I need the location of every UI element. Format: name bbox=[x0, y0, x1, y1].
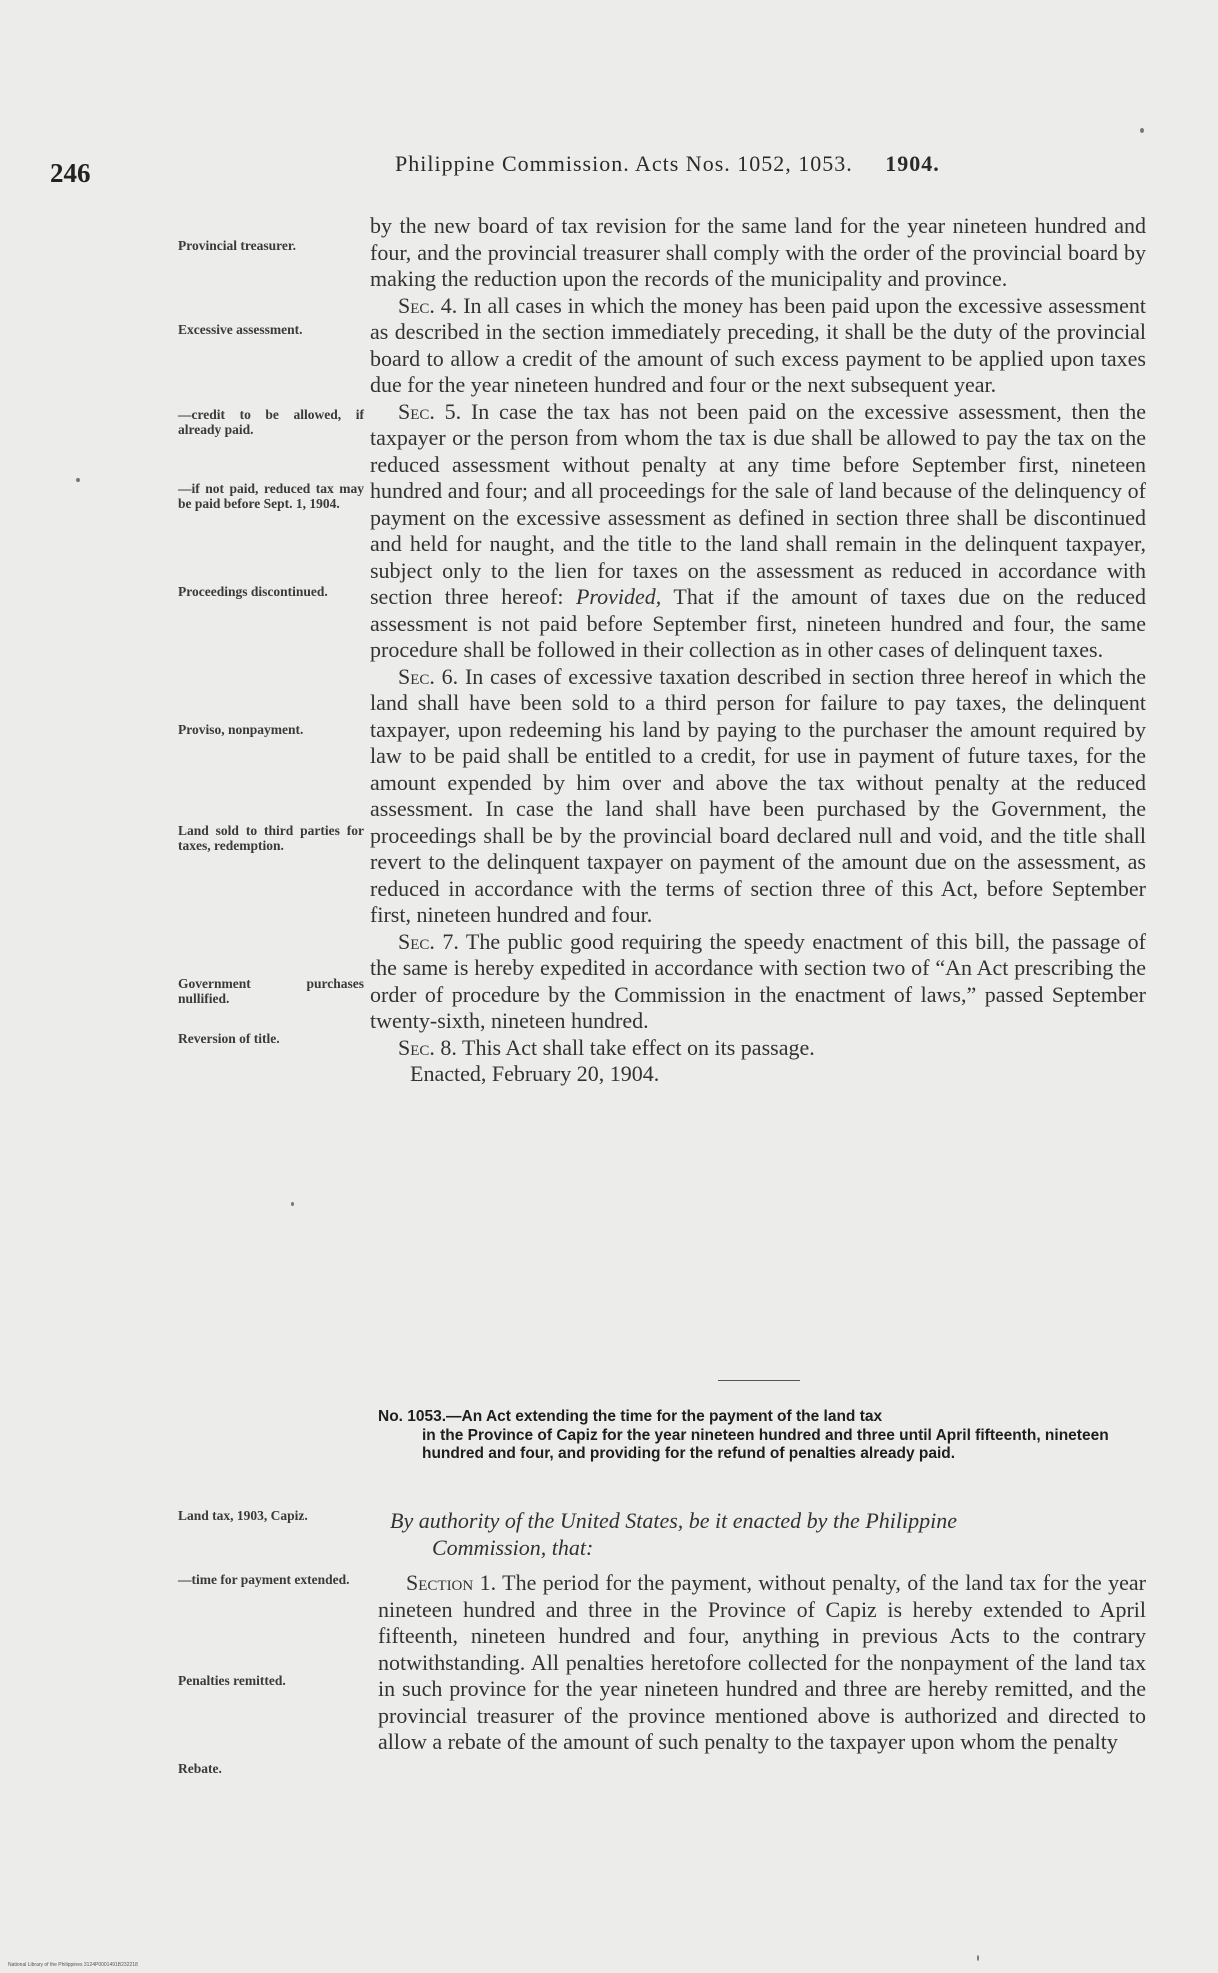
enacting-clause-line-2: Commission, that: bbox=[432, 1534, 594, 1560]
section-6-label: Sec. 6. bbox=[398, 663, 459, 689]
margin-note-penalties-remitted: Penalties remitted. bbox=[178, 1673, 286, 1688]
section-5-text: In case the tax has not been paid on the excessive assessment, then the taxpayer or the person from whom the tax is due shall be allowed to pay the tax on the reduced assessment without penalty at any time before September first, nineteen hundred and four; and all proceedings for the sale of land because of the delinquency of payment on the excessive assessment as defined in section three shall be discontinued and held for naught, and the title to the land shall remain in the delinquent taxpayer, subject only to the lien for taxes on the assessment as reduced in accordance with section three hereof: bbox=[370, 398, 1146, 609]
running-head-title: Philippine Commission. Acts Nos. 1052, 1053. bbox=[395, 151, 853, 176]
section-4-label: Sec. 4. bbox=[398, 292, 458, 318]
margin-note-rebate: Rebate. bbox=[178, 1761, 222, 1776]
section-4-text: In all cases in which the money has been paid upon the excessive assessment as described in the section immediately preceding, it shall be the duty of the provincial board to allow a credit of the amount of such excess payment to be applied upon taxes due for the year nineteen hundred and four or the next subsequent year. bbox=[370, 292, 1147, 397]
margin-note-government-purchases: Government purchases nullified. bbox=[178, 976, 364, 1006]
margin-note-proceedings-discontinued: Proceedings discontinued. bbox=[178, 584, 328, 599]
section-8-text: This Act shall take effect on its passage. bbox=[456, 1034, 815, 1060]
enacted-date: Enacted, February 20, 1904. bbox=[410, 1061, 660, 1086]
section-5 bbox=[370, 399, 1146, 664]
enacting-clause bbox=[390, 1508, 1146, 1561]
library-stamp: National Library of the Philippines 3124P0001491B232218 bbox=[8, 1962, 138, 1968]
margin-note-excessive-assessment: Excessive assessment. bbox=[178, 322, 303, 337]
act-1053-body bbox=[378, 1570, 1146, 1756]
act-1053-heading-rest: in the Province of Capiz for the year nineteen hundred and three until April fifteenth, nineteen hundred and four, and providing for the refund of penalties already paid. bbox=[422, 1426, 1109, 1463]
section-7-text: The public good requiring the speedy enactment of this bill, the passage of the same is hereby expedited in accordance with section two of “An Act prescribing the order of procedure by the Commission in the enactment of laws,” passed September twenty-sixth, nineteen hundred. bbox=[370, 928, 1147, 1033]
section-6-text: In cases of excessive taxation described in section three hereof in which the land shall have been sold to a third person for failure to pay taxes, the delinquent taxpayer, upon redeeming his land by paying to the purchaser the amount required by law to be paid shall be entitled to a credit, for use in payment of future taxes, for the amount expended by him over and above the tax without penalty at the reduced assessment. In case the land shall have been purchased by the Government, the proceedings shall be by the provincial board declared null and void, and the title shall revert to the delinquent taxpayer on payment of the amount due on the assessment, as reduced in accordance with the terms of section three of this Act, before September first, nineteen hundred and four. bbox=[370, 663, 1146, 927]
margin-note-provincial-treasurer: Provincial treasurer. bbox=[178, 238, 296, 253]
section-8-label: Sec. 8. bbox=[398, 1034, 457, 1060]
section-5-label: Sec. 5. bbox=[398, 398, 462, 424]
enacting-clause-line-1: By authority of the United States, be it enacted by the Philippine bbox=[390, 1508, 957, 1533]
section-5-provided: Provided, bbox=[575, 584, 662, 609]
margin-note-land-sold: Land sold to third parties for taxes, redemption. bbox=[178, 823, 364, 853]
margin-note-land-tax-capiz: Land tax, 1903, Capiz. bbox=[178, 1508, 308, 1523]
act-1053-section-1-label: Section 1. bbox=[406, 1570, 497, 1595]
page-number: 246 bbox=[50, 158, 91, 188]
act-1052-body bbox=[370, 213, 1146, 1088]
act-1053-heading-first: No. 1053.—An Act extending the time for the payment of the land tax bbox=[378, 1408, 883, 1425]
running-head-year: 1904. bbox=[885, 151, 940, 176]
margin-note-reversion: Reversion of title. bbox=[178, 1031, 280, 1046]
section-divider bbox=[718, 1380, 800, 1381]
scan-speck bbox=[76, 478, 80, 482]
section-4 bbox=[370, 293, 1146, 399]
act-1053-section-1 bbox=[378, 1570, 1146, 1756]
scan-speck bbox=[977, 1955, 979, 1961]
scan-speck bbox=[291, 1202, 294, 1206]
margin-note-proviso-nonpayment: Proviso, nonpayment. bbox=[178, 722, 304, 737]
section-7 bbox=[370, 929, 1146, 1035]
margin-note-time-extended: —time for payment extended. bbox=[178, 1572, 350, 1587]
section-6 bbox=[370, 664, 1146, 929]
section-7-label: Sec. 7. bbox=[398, 928, 459, 954]
paragraph-continuation: by the new board of tax revision for the same land for the year nineteen hundred and four, and the provincial treasurer shall comply with the order of the provincial board by making the reduction upon the records of the municipality and province. bbox=[370, 213, 1146, 291]
margin-note-credit-allowed: —credit to be allowed, if already paid. bbox=[178, 407, 364, 437]
section-8 bbox=[370, 1035, 1146, 1062]
act-1053-section-1-text: The period for the payment, without penalty, of the land tax for the year nineteen hundred and three in the Province of Capiz is hereby extended to April fifteenth, nineteen hundred and four, anything in previous Acts to the contrary notwithstanding. All penalties heretofore collected for the nonpayment of the land tax in such province for the year nineteen hundred and three are hereby remitted, and the provincial treasurer of the province mentioned above is authorized and directed to allow a rebate of the amount of such penalty to the taxpayer upon whom the penalty bbox=[378, 1570, 1146, 1754]
scan-speck bbox=[1140, 128, 1144, 133]
running-head bbox=[395, 151, 1135, 177]
section-5-text-2: That if the amount of taxes due on the reduced assessment is not paid before September first, nineteen hundred and four, the same procedure shall be followed in their collection as in other cases of delinquent taxes. bbox=[370, 584, 1147, 662]
act-1053-heading bbox=[378, 1408, 1144, 1464]
margin-note-if-not-paid: —if not paid, reduced tax may be paid before Sept. 1, 1904. bbox=[178, 481, 364, 511]
